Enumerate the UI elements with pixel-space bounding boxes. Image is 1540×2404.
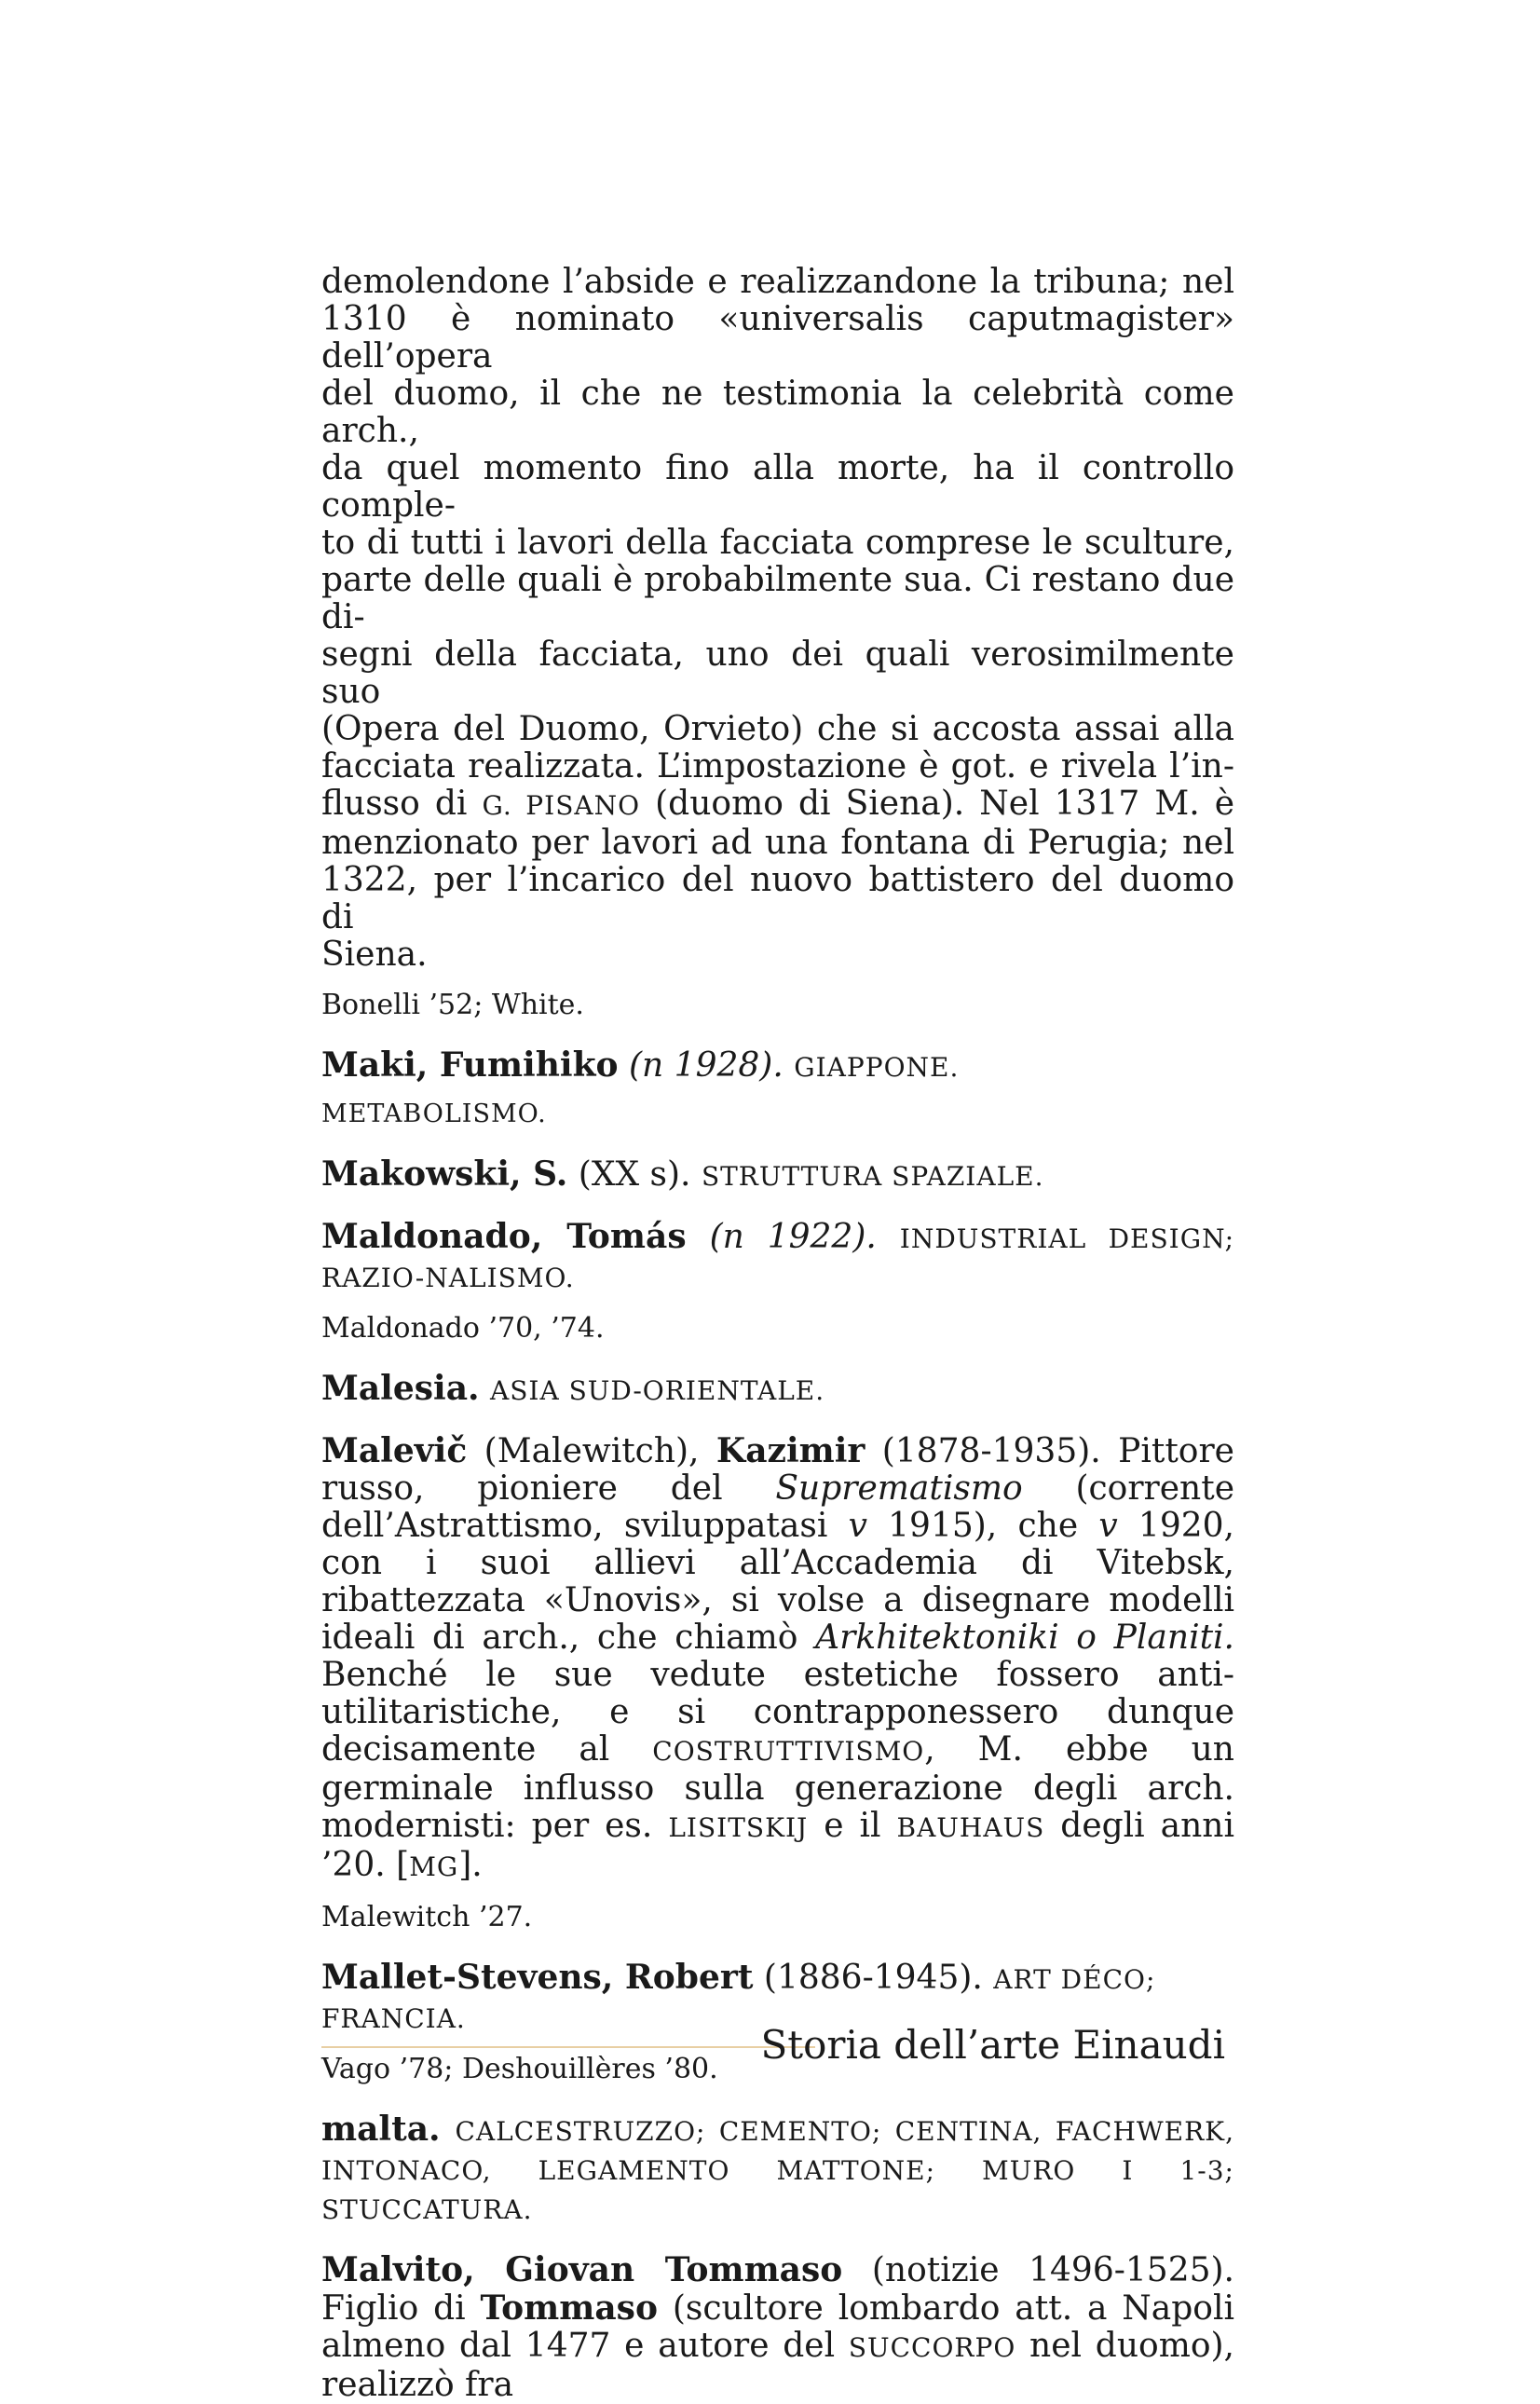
text-line: to di tutti i lavori della facciata comprese le sculture, xyxy=(321,524,1234,562)
entry-malta xyxy=(321,2110,1234,2229)
entry-dates: (1886-1945). xyxy=(753,1959,983,1997)
entry-dates: (n 1922). xyxy=(709,1218,877,1256)
text-fragment: (scultore lombardo att. a Napoli almeno dal 1477 e autore del xyxy=(321,2289,1235,2365)
cross-reference: GIAPPONE. xyxy=(794,1052,960,1083)
bibliography: Bonelli ’52; White. xyxy=(321,989,584,1021)
text-fragment: flusso di xyxy=(321,785,483,823)
footer-divider xyxy=(321,2046,815,2048)
main-column xyxy=(321,264,1234,2404)
text-line: da quel momento fino alla morte, ha il controllo comple- xyxy=(321,449,1234,525)
cross-reference: ART DÉCO; FRANCIA. xyxy=(321,1964,1156,2034)
bibliography: Vago ’78; Deshouillères ’80. xyxy=(321,2053,718,2085)
text-fragment: ]. xyxy=(458,1846,483,1884)
headword: Kazimir xyxy=(715,1431,865,1470)
text-fragment: (notizie 1496-1525). Figlio di xyxy=(321,2251,1234,2328)
footer-title: Storia dell’arte Einaudi xyxy=(760,2022,1225,2068)
entry-malevic xyxy=(321,1432,1234,1886)
text-line: 1310 è nominato «universalis caputmagister» dell’opera xyxy=(321,300,1234,376)
text-fragment: 1920, con i suoi allievi all’Accademia di Vitebsk, ribattezzata «Unovis», si volse a disegnare modelli ideali di arch., che chiamò xyxy=(321,1507,1234,1657)
text-fragment: (corrente dell’Astrattismo, sviluppatasi xyxy=(321,1469,1234,1545)
entry-maldonado xyxy=(321,1218,1234,1297)
text-fragment: 1915), che xyxy=(866,1507,1099,1545)
entry-malvito xyxy=(321,2251,1234,2404)
cross-reference: LISITSKIJ xyxy=(668,1812,809,1843)
headword: Tommaso xyxy=(480,2288,658,2328)
text-line: Siena. xyxy=(321,936,428,974)
text-line: 1322, per l’incarico del nuovo battistero del duomo di xyxy=(321,861,1234,936)
text-line: parte delle quali è probabilmente sua. Ci restano due di- xyxy=(321,561,1234,636)
italic-term: v xyxy=(1098,1507,1118,1545)
text-fragment: e il xyxy=(808,1807,897,1845)
entry-malesia xyxy=(321,1370,1234,1410)
cross-reference: STRUTTURA SPAZIALE. xyxy=(701,1161,1044,1192)
italic-term: v xyxy=(848,1507,867,1545)
italic-term: Arkhitektoniki o Planiti. xyxy=(815,1619,1235,1657)
text-fragment: (duomo di Siena). Nel 1317 M. è xyxy=(640,785,1235,823)
cross-reference: SUCCORPO xyxy=(848,2332,1016,2363)
cross-reference: METABOLISMO. xyxy=(321,1100,547,1128)
text-line: segni della facciata, uno dei quali verosimilmente suo xyxy=(321,635,1234,711)
cross-reference: ASIA SUD-ORIENTALE. xyxy=(490,1375,825,1406)
headword: Maldonado, Tomás xyxy=(321,1217,687,1256)
text-line: del duomo, il che ne testimonia la celebrità come arch., xyxy=(321,375,1234,450)
headword: Maki, Fumihiko xyxy=(321,1045,619,1085)
bibliography: Maldonado ’70, ’74. xyxy=(321,1312,605,1345)
text-line: (Opera del Duomo, Orvieto) che si accosta assai alla xyxy=(321,710,1234,748)
text-line: facciata realizzata. L’impostazione è got. e rivela l’in- xyxy=(321,747,1234,785)
text-fragment: nel duomo), realizzò fra xyxy=(321,2327,1235,2404)
author-initials: MG xyxy=(409,1851,459,1882)
text-fragment: (1878-1935). Pittore russo, pioniere del xyxy=(321,1432,1234,1508)
cross-reference: INDUSTRIAL DESIGN; RAZIO-NALISMO. xyxy=(321,1223,1235,1293)
continued-entry-text xyxy=(321,264,1234,974)
headword: Makowski, S. xyxy=(321,1154,568,1194)
text-line: menzionato per lavori ad una fontana di Perugia; nel xyxy=(321,824,1234,862)
headword: Malesia. xyxy=(321,1369,480,1408)
headword: Malvito, Giovan Tommaso xyxy=(321,2250,843,2289)
bibliography: Malewitch ’27. xyxy=(321,1901,533,1933)
entry-dates: (n 1928). xyxy=(629,1046,784,1085)
cross-reference: G. PISANO xyxy=(482,790,641,821)
text-fragment: (Malewitch), xyxy=(467,1432,716,1470)
text-fragment: , M. ebbe un germinale influsso sulla generazione degli arch. modernisti: per es. xyxy=(321,1730,1234,1845)
cross-reference: CALCESTRUZZO; CEMENTO; CENTINA, FACHWERK, INTONACO, LEGAMENTO MATTONE; MURO I 1-3; STUCCATURA. xyxy=(321,2116,1234,2225)
headword: Malevič xyxy=(321,1431,468,1470)
entry-maki xyxy=(321,1046,1234,1086)
entry-dates: (XX s). xyxy=(578,1155,691,1194)
text-line xyxy=(321,785,1234,825)
headword: malta. xyxy=(321,2110,441,2149)
headword: Mallet-Stevens, Robert xyxy=(321,1958,754,1997)
cross-reference: BAUHAUS xyxy=(896,1812,1045,1843)
entry-makowski xyxy=(321,1155,1234,1195)
text-fragment: degli anni ’20. [ xyxy=(321,1807,1234,1884)
cross-reference: COSTRUTTIVISMO xyxy=(652,1736,925,1767)
text-line: demolendone l’abside e realizzandone la tribuna; nel xyxy=(321,263,1234,301)
text-fragment: Benché le sue vedute estetiche fossero anti-utilitaristiche, e si contrapponessero dunque decisamente al xyxy=(321,1656,1234,1769)
italic-term: Suprematismo xyxy=(775,1469,1023,1508)
